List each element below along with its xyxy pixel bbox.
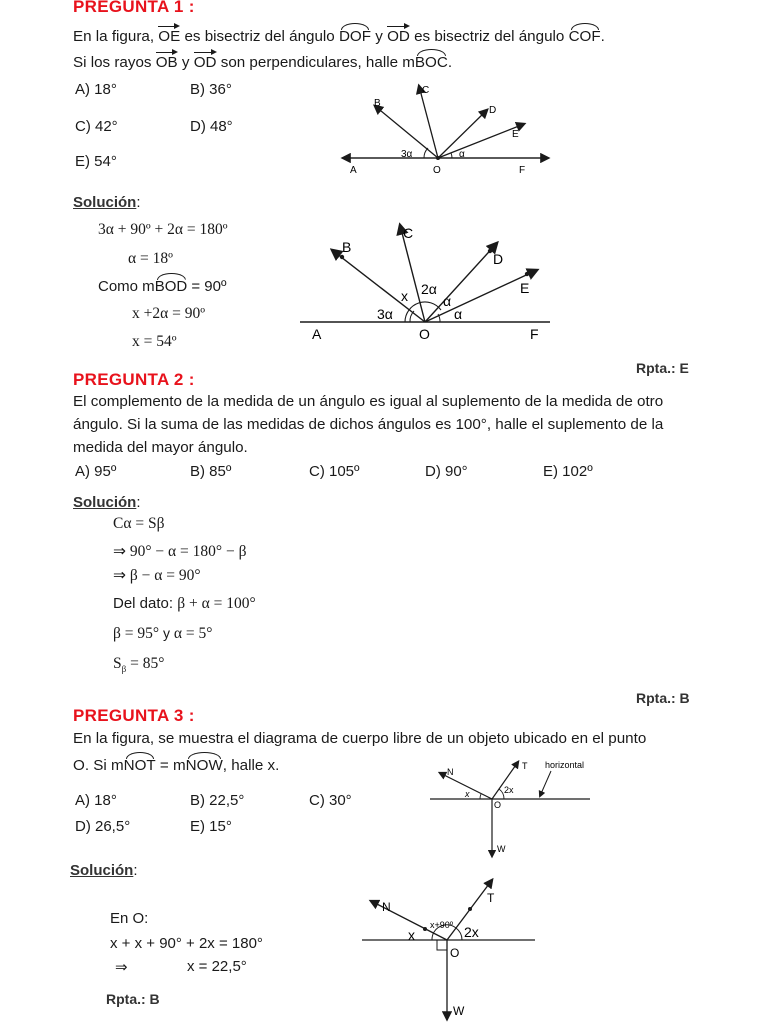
q1s-ray-oe [425,270,537,322]
q1-step-3: Como mBOD = 90º [98,278,227,295]
q2-step-5: β = 95° y α = 5° [113,625,213,642]
q1s-label-3alpha: 3α [377,306,393,322]
vector-od-2: OD [193,54,217,71]
vector-ob: OB [155,54,178,71]
q3s-label-2x: 2x [464,924,479,940]
q2-title: PREGUNTA 2 : [73,370,195,389]
q3-title: PREGUNTA 3 : [73,706,195,725]
q3-solution-figure [355,875,540,1024]
q2-option-a: A) 95º [75,463,117,480]
q1-step-4: x +2α = 90º [132,305,206,322]
q3s-label-x: x [408,927,415,943]
q2-option-b: B) 85º [190,463,232,480]
q1-option-a: A) 18° [75,81,117,98]
q3-option-e: E) 15° [190,818,232,835]
q1s-label-c: C [403,225,414,241]
angle-not: NOT [123,757,156,774]
q1-label-c: C [422,85,430,96]
q2-step-4: Del dato: β + α = 100° [113,595,256,612]
q1s-label-f: F [530,326,539,342]
q3-solution-heading: Solución: [70,862,138,879]
q3s-label-t: T [487,891,495,905]
q2-option-c: C) 105º [309,463,360,480]
q1-statement-line2: Si los rayos OB y OD son perpendiculares, halle mBOC. [73,54,453,71]
q1-solution-heading: Solución: [73,194,141,211]
q3s-label-x-plus-90: x+90º [430,920,454,930]
q3-answer: Rpta.: B [106,991,160,1007]
q1s-label-x: x [401,288,408,304]
q1-statement-line1: En la figura, OE es bisectriz del ángulo DOF y OD es bisectriz del ángulo COF. [73,28,605,45]
q1-label-alpha: α [459,149,465,160]
q1-label-a: A [350,165,357,176]
q3-label-w: W [497,844,506,854]
q3s-label-w: W [453,1004,465,1018]
q2-statement: El complemento de la medida de un ángulo es igual al suplemento de la medida de otro ángulo. Si la suma de las medidas de dichos ángulos es 100°, halle el suplemento de la medida del mayor ángulo. [73,393,664,456]
q1-figure [330,78,560,178]
q3-statement-line2: O. Si mNOT = mNOW, halle x. [73,757,280,774]
q1-label-o: O [433,165,441,176]
q1-label-e: E [512,129,519,140]
q1-label-3alpha: 3α [401,149,413,160]
q3-label-2x: 2x [504,785,514,795]
q1s-label-o: O [419,326,430,342]
q1-title: PREGUNTA 1 : [73,0,195,16]
q3-label-x: x [465,789,470,799]
q3-step-2: x + x + 90° + 2x = 180° [110,935,263,952]
q2-option-e: E) 102º [543,463,593,480]
q2-step-1: Cα = Sβ [113,515,165,532]
q1s-label-b: B [342,239,352,255]
q1-step-2: α = 18º [128,250,173,267]
q1-option-d: D) 48° [190,118,233,135]
q1-solution-figure [295,218,555,348]
q1s-label-a: A [312,326,322,342]
q1-answer: Rpta.: E [636,360,689,376]
q2-answer: Rpta.: B [636,690,690,706]
q2-step-3: ⇒ β − α = 90° [113,567,201,584]
q3-step-1: En O: [110,910,149,927]
q1s-label-alpha-2: α [454,306,463,322]
q3-step-3-arrow: ⇒ [115,959,128,976]
q3-statement-line1: En la figura, se muestra el diagrama de cuerpo libre de un objeto ubicado en el punto [73,730,647,747]
q1s-label-e: E [520,280,530,296]
q3-label-horizontal: horizontal [545,760,585,770]
q1s-label-d: D [493,251,504,267]
angle-cof: COF [568,28,601,45]
q2-solution-heading: Solución: [73,494,141,511]
q3-label-o: O [494,800,502,810]
q1s-label-2alpha: 2α [421,281,437,297]
q2-step-2: ⇒ 90° − α = 180° − β [113,543,247,560]
q1-option-e: E) 54° [75,153,117,170]
angle-bod: BOD [154,278,188,295]
q1-step-5: x = 54º [132,333,177,350]
q3-option-a: A) 18° [75,792,117,809]
vector-od: OD [387,28,410,45]
q2-step-6: $S_\beta = 85^\circ$ [113,655,165,675]
q1-label-d: D [489,105,497,116]
q1-step-1: 3α + 90º + 2α = 180º [98,221,228,238]
q3s-label-n: N [382,900,391,914]
q3-label-n: N [447,767,454,777]
q3-horizontal-pointer [540,771,551,796]
angle-now: NOW [185,757,223,774]
q3-option-b: B) 22,5° [190,792,245,809]
q3-figure [425,752,620,862]
q1-option-b: B) 36° [190,81,232,98]
angle-boc: BOC [414,54,448,71]
q3-label-t: T [522,761,528,771]
q1-ray-oc [419,86,438,158]
q1-label-b: B [374,98,381,109]
q3-step-3: x = 22,5° [187,958,247,975]
q1-label-f: F [519,165,526,176]
q2-option-d: D) 90° [425,463,468,480]
vector-oe: OE [158,28,181,45]
q3-option-d: D) 26,5° [75,818,131,835]
angle-dof: DOF [338,28,372,45]
q1-option-c: C) 42° [75,118,118,135]
q1s-label-alpha-1: α [443,293,452,309]
q3-option-c: C) 30° [309,792,352,809]
q3s-label-o: O [450,946,460,960]
